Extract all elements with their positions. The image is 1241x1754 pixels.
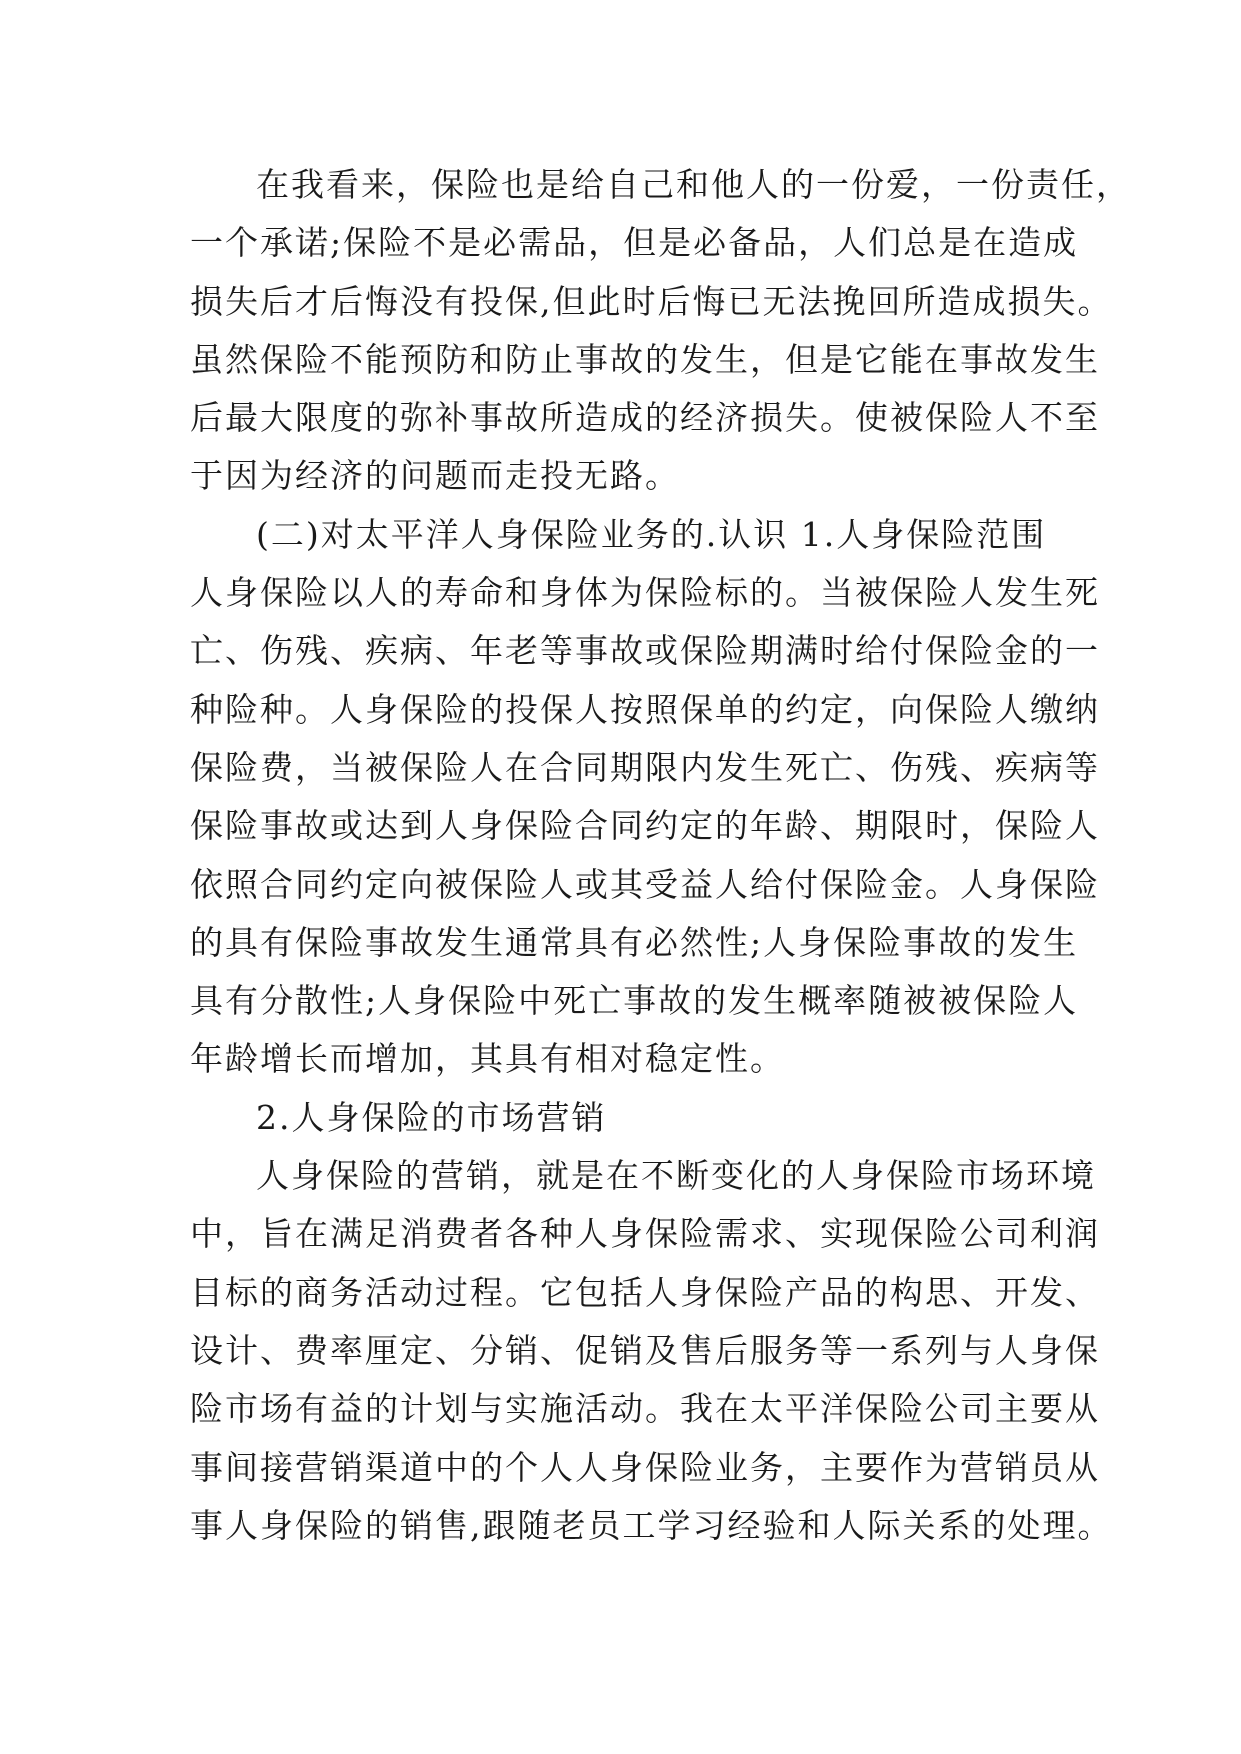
text-line: 虽然保险不能预防和防止事故的发生，但是它能在事故发生 xyxy=(190,339,1100,379)
text-line: 种险种。人身保险的投保人按照保单的约定，向保险人缴纳 xyxy=(190,689,1100,729)
text-line: 年龄增长而增加，其具有相对稳定性。 xyxy=(190,1039,785,1079)
subsection-heading-line: 2.人身保险的市场营销 xyxy=(256,1097,607,1137)
text-line: 设计、费率厘定、分销、促销及售后服务等一系列与人身保 xyxy=(190,1330,1100,1370)
text-line: 的具有保险事故发生通常具有必然性;人身保险事故的发生 xyxy=(190,922,1079,962)
text-line: 在我看来，保险也是给自己和他人的一份爱，一份责任， xyxy=(256,165,1131,204)
text-line: 依照合同约定向被保险人或其受益人给付保险金。人身保险 xyxy=(190,864,1100,904)
text-line: 保险事故或达到人身保险合同约定的年龄、期限时，保险人 xyxy=(190,806,1100,846)
text-line: 目标的商务活动过程。它包括人身保险产品的构思、开发、 xyxy=(190,1272,1100,1312)
text-line: 中，旨在满足消费者各种人身保险需求、实现保险公司利润 xyxy=(190,1214,1100,1254)
text-line: 事人身保险的销售,跟随老员工学习经验和人际关系的处理。 xyxy=(190,1505,1113,1545)
text-line: 保险费，当被保险人在合同期限内发生死亡、伤残、疾病等 xyxy=(190,747,1100,787)
text-line: 后最大限度的弥补事故所造成的经济损失。使被保险人不至 xyxy=(190,398,1100,438)
text-line: 人身保险的营销，就是在不断变化的人身保险市场环境 xyxy=(256,1156,1096,1196)
section-heading-line: (二)对太平洋人身保险业务的.认识 1.人身保险范围 xyxy=(256,514,1047,554)
text-line: 人身保险以人的寿命和身体为保险标的。当被保险人发生死 xyxy=(190,573,1100,613)
text-line: 一个承诺;保险不是必需品，但是必备品，人们总是在造成 xyxy=(190,223,1079,263)
text-line: 事间接营销渠道中的个人人身保险业务，主要作为营销员从 xyxy=(190,1447,1100,1487)
text-line: 亡、伤残、疾病、年老等事故或保险期满时给付保险金的一 xyxy=(190,631,1100,671)
text-line: 于因为经济的问题而走投无路。 xyxy=(190,456,680,496)
text-line: 险市场有益的计划与实施活动。我在太平洋保险公司主要从 xyxy=(190,1389,1100,1429)
text-line: 损失后才后悔没有投保,但此时后悔已无法挽回所造成损失。 xyxy=(190,281,1113,321)
text-line: 具有分散性;人身保险中死亡事故的发生概率随被被保险人 xyxy=(190,981,1079,1021)
body-text xyxy=(190,156,1131,1555)
